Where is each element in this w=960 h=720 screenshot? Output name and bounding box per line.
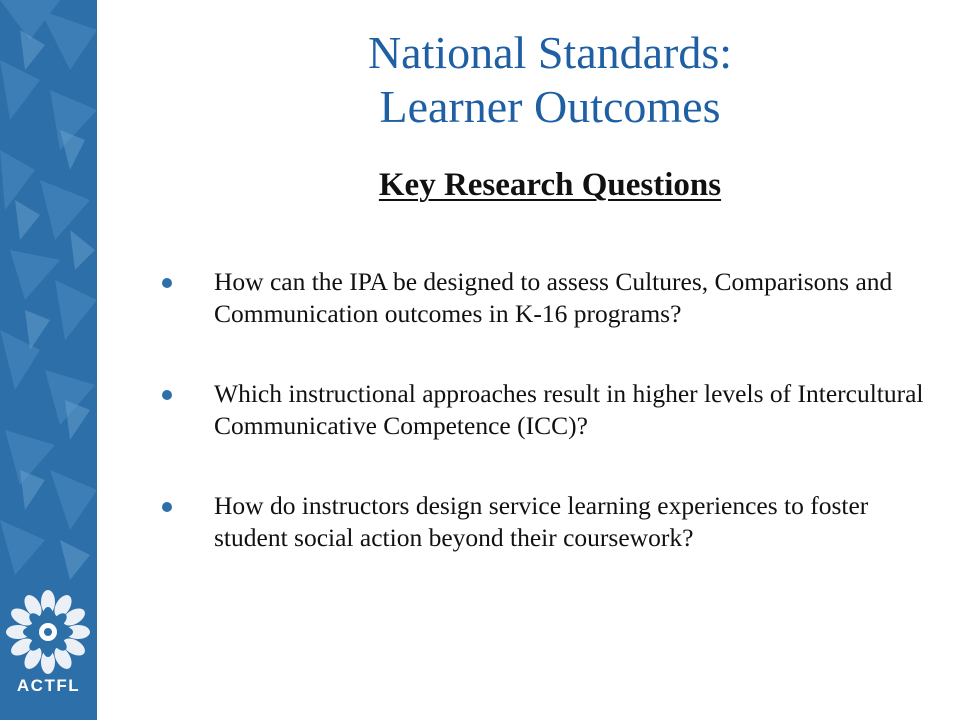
bullet-item (160, 266, 930, 330)
bullet-item (160, 378, 930, 442)
logo-text: ACTFL (16, 676, 81, 695)
bullet-item (160, 490, 930, 554)
title-line-2: Learner Outcomes (379, 81, 721, 132)
bullet-list (160, 266, 930, 602)
bullet-text: Which instructional approaches result in higher levels of Intercultural Communicative Competence (ICC)? (214, 379, 924, 440)
slide-subtitle: Key Research Questions (378, 167, 722, 203)
bullet-text: How can the IPA be designed to assess Cultures, Comparisons and Communication outcomes in K-16 programs? (214, 267, 893, 328)
slide-title (230, 26, 870, 134)
sidebar-decoration (0, 0, 97, 720)
bullet-marker-icon (162, 390, 172, 400)
title-line-1: National Standards: (367, 27, 733, 78)
flower-mandala-icon (0, 588, 97, 678)
bullet-marker-icon (162, 502, 172, 512)
bullet-marker-icon (162, 278, 172, 288)
bullet-text: How do instructors design service learning experiences to foster student social action beyond their coursework? (214, 491, 869, 552)
